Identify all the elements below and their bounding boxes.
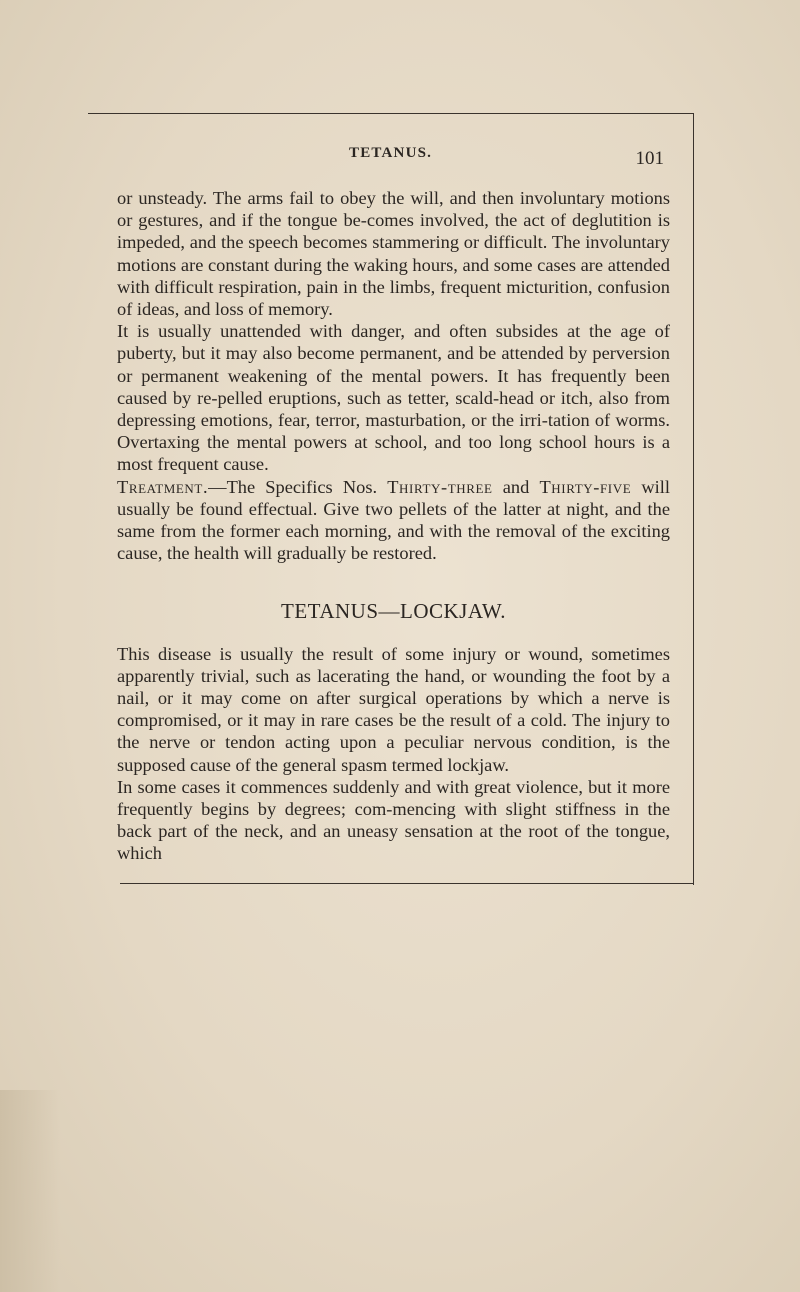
paragraph-onset: In some cases it commences suddenly and with great violence, but it more frequently begins by degrees; com-mencing with slight stiffness in the back part of the neck, and an uneasy sensation at the root of the tongue, which	[117, 776, 670, 864]
running-head	[117, 145, 668, 169]
frame-right-rule	[693, 113, 694, 885]
page-text	[117, 187, 670, 865]
paragraph-continuation: or unsteady. The arms fail to obey the will, and then involuntary motions or gestures, and if the tongue be-comes involved, the act of deglutition is impeded, and the speech becomes stammering or difficult. The involuntary motions are constant during the waking hours, and some cases are attended with difficult respiration, pain in the limbs, frequent micturition, confusion of ideas, and loss of memory.	[117, 188, 670, 320]
section-heading: TETANUS—LOCKJAW.	[281, 599, 506, 624]
page-edge-shadow	[0, 1090, 60, 1292]
treatment-text-1: —The Specifics Nos.	[208, 476, 388, 497]
frame-bottom-rule	[120, 883, 694, 884]
specific-thirty-five: Thirty-five	[539, 476, 632, 497]
paragraph-prognosis: It is usually unattended with danger, and often subsides at the age of puberty, but it may also become permanent, and be attended by perversion or permanent weakening of the mental powers. It has frequently been caused by re-pelled eruptions, such as tetter, scald-head or itch, also from depressing emotions, fear, terror, masturbation, or the irri-tation of worms. Overtaxing the mental powers at school, and too long school hours is a most frequent cause.	[117, 321, 670, 475]
running-title: TETANUS.	[349, 145, 433, 161]
paragraph-treatment	[117, 476, 670, 565]
treatment-label: Treatment.	[117, 476, 209, 497]
treatment-text-3: will usually be found effectual. Give two pellets of the latter at night, and the same from the former each morning, and with the removal of the exciting cause, the health will gradually be restored.	[117, 476, 670, 564]
treatment-text-2: and	[492, 476, 540, 497]
page-number: 101	[635, 148, 664, 169]
specific-thirty-three: Thirty-three	[387, 476, 493, 497]
paragraph-cause: This disease is usually the result of some injury or wound, sometimes apparently trivial, such as lacerating the hand, or wounding the foot by a nail, or it may come on after surgical operations by which a nerve is compromised, or it may in rare cases be the result of a cold. The injury to the nerve or tendon acting upon a peculiar nervous condition, is the supposed cause of the general spasm termed lockjaw.	[117, 643, 670, 775]
frame-top-rule	[88, 113, 694, 114]
